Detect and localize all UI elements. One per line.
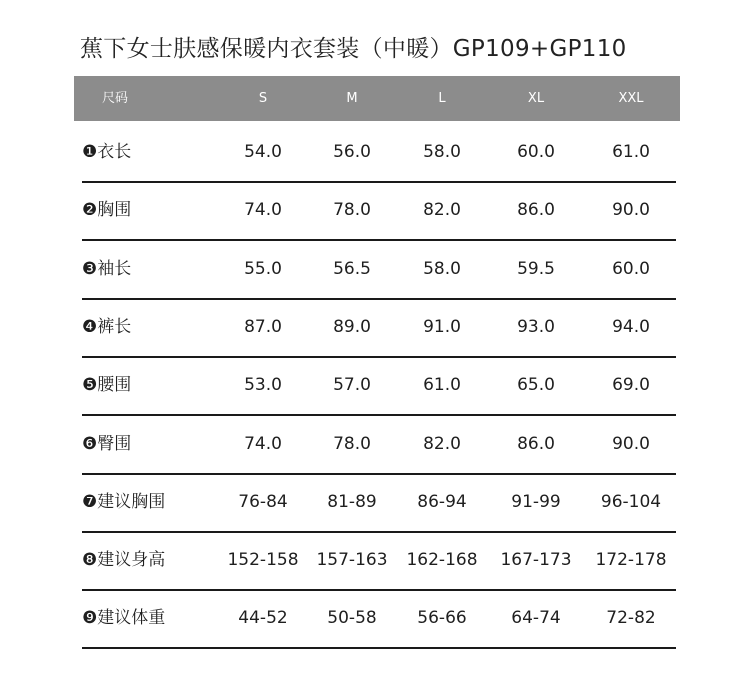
table-cell: 89.0 [333,316,371,337]
table-cell: 162-168 [406,550,478,571]
table-cell: 82.0 [423,200,461,221]
table-row [82,415,676,475]
table-cell: 78.0 [333,433,371,454]
table-cell: 86.0 [517,200,555,221]
row-label: ❼建议胸围 [82,491,166,512]
header-size-m: M [346,91,358,106]
table-cell: 58.0 [423,258,461,279]
table-cell: 87.0 [244,316,282,337]
table-cell: 60.0 [612,258,650,279]
table-cell: 91.0 [423,316,461,337]
table-cell: 60.0 [517,142,555,162]
table-row [82,589,676,649]
size-table-header [74,76,680,121]
table-cell: 56.0 [333,142,371,162]
table-cell: 91-99 [511,491,561,512]
table-cell: 69.0 [612,375,650,396]
table-row [82,356,676,416]
row-label: ❻臀围 [82,433,132,454]
table-cell: 58.0 [423,142,461,162]
table-cell: 74.0 [244,433,282,454]
table-cell: 65.0 [517,375,555,396]
row-label: ❽建议身高 [82,550,166,571]
header-size-l: L [438,91,446,106]
table-cell: 53.0 [244,375,282,396]
table-row [82,473,676,533]
table-cell: 57.0 [333,375,371,396]
row-label: ❾建议体重 [82,608,166,629]
table-row [82,181,676,241]
row-label: ❷胸围 [82,200,132,221]
table-cell: 78.0 [333,200,371,221]
header-size-s: S [258,91,268,106]
table-cell: 61.0 [423,375,461,396]
table-row [82,298,676,358]
table-cell: 44-52 [238,608,288,629]
header-size-xxl: XXL [618,91,644,106]
table-cell: 81-89 [327,491,377,512]
table-cell: 56.5 [333,258,371,279]
table-cell: 56-66 [417,608,467,629]
page-title: 蕉下女士肤感保暖内衣套装（中暖）GP109+GP110 [80,36,627,62]
table-cell: 72-82 [606,608,656,629]
table-cell: 93.0 [517,316,555,337]
table-cell: 96-104 [600,491,662,512]
table-row [82,123,676,183]
table-cell: 64-74 [511,608,561,629]
table-cell: 172-178 [595,550,667,571]
row-label: ❶衣长 [82,142,132,162]
table-cell: 61.0 [612,142,650,162]
table-cell: 59.5 [517,258,555,279]
table-cell: 90.0 [612,200,650,221]
table-cell: 86.0 [517,433,555,454]
table-cell: 54.0 [244,142,282,162]
table-cell: 82.0 [423,433,461,454]
header-size-xl: XL [527,91,545,106]
header-size-label: 尺码 [102,91,129,106]
table-cell: 74.0 [244,200,282,221]
table-cell: 55.0 [244,258,282,279]
table-row [82,240,676,300]
table-cell: 167-173 [500,550,572,571]
row-label: ❸袖长 [82,258,132,279]
table-cell: 50-58 [327,608,377,629]
table-cell: 86-94 [417,491,467,512]
table-cell: 90.0 [612,433,650,454]
table-cell: 94.0 [612,316,650,337]
table-cell: 76-84 [238,491,288,512]
table-row [82,531,676,591]
table-cell: 157-163 [316,550,388,571]
row-label: ❹裤长 [82,316,132,337]
table-cell: 152-158 [227,550,299,571]
row-label: ❺腰围 [82,375,132,396]
